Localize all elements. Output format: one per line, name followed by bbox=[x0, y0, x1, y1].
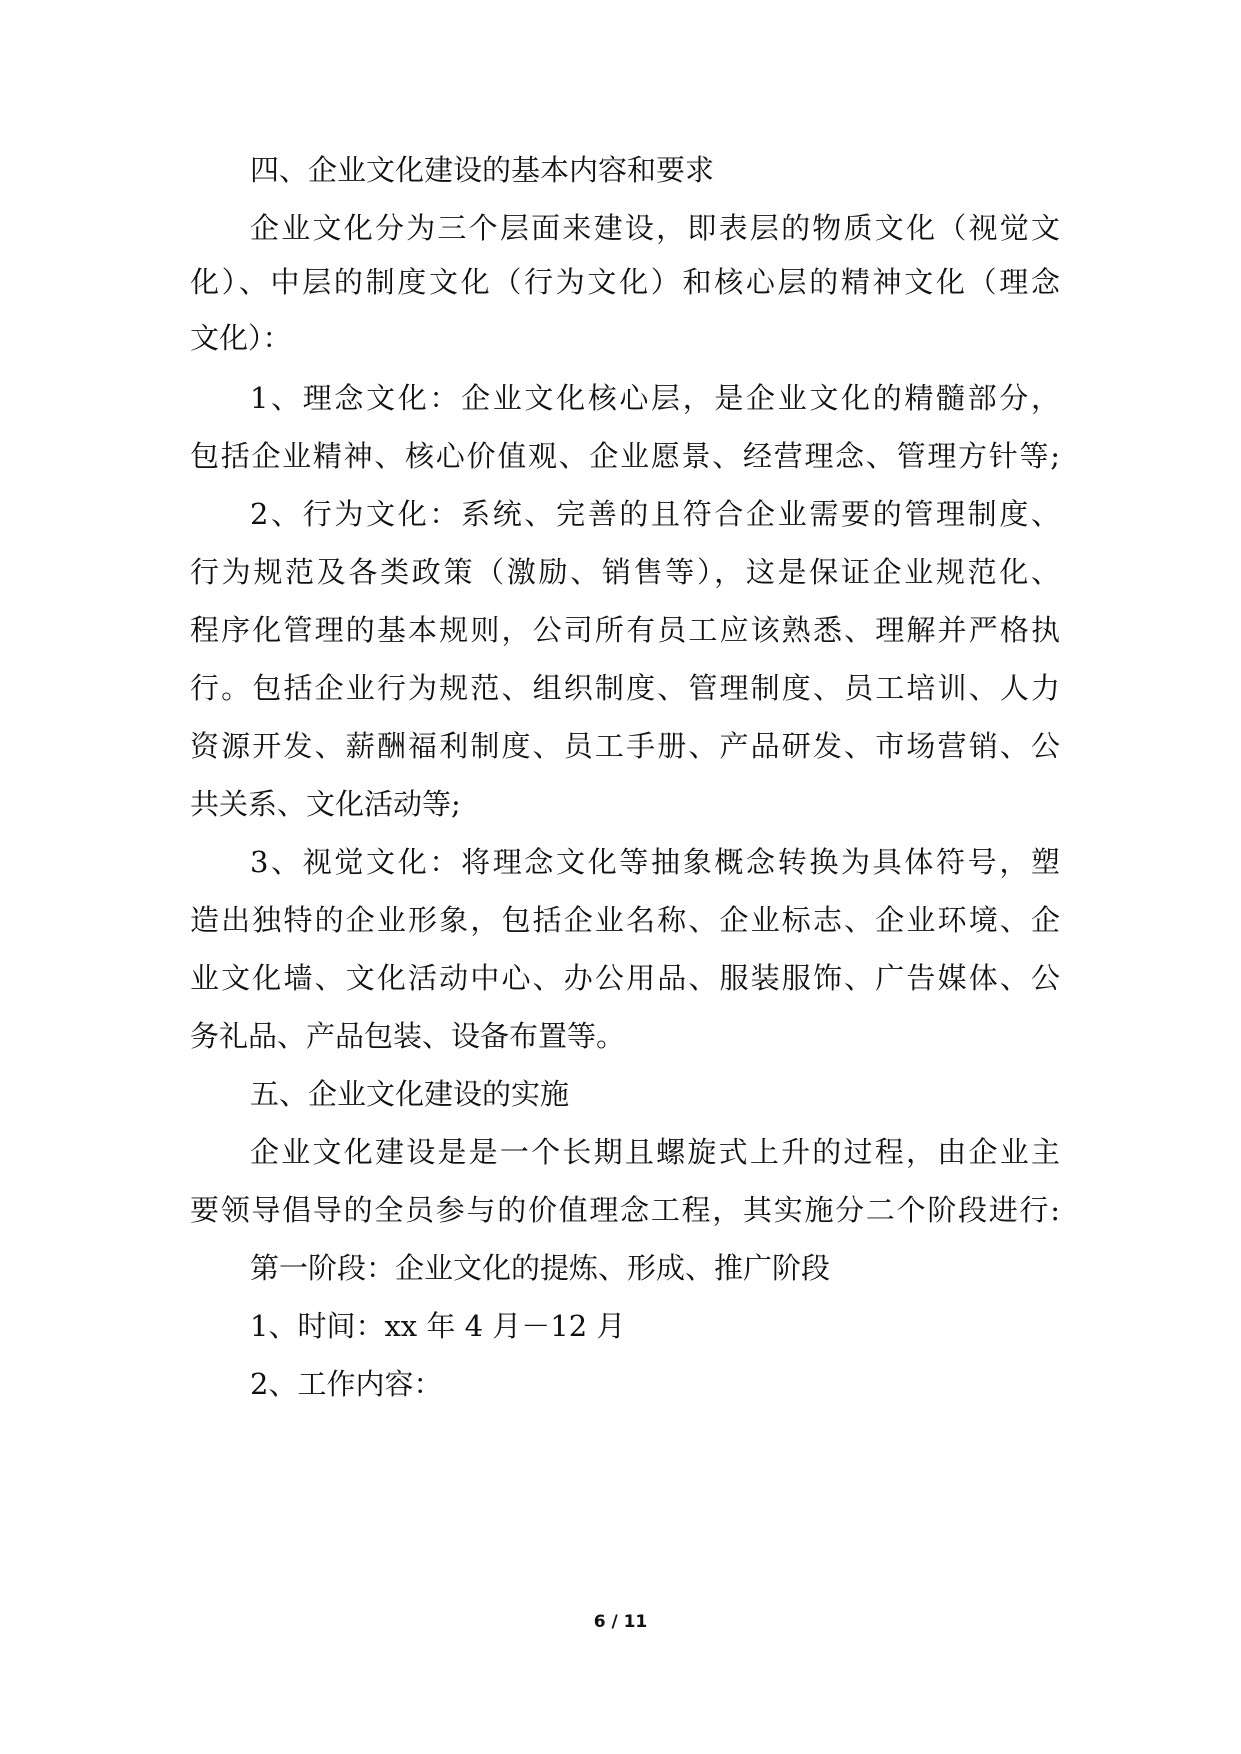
paragraph-line: 2、行为文化：系统、完善的且符合企业需要的管理制度、 bbox=[250, 497, 1060, 531]
paragraph-line: 企业文化建设是是一个长期且螺旋式上升的过程，由企业主 bbox=[250, 1135, 1060, 1169]
paragraph-line: 要领导倡导的全员参与的价值理念工程，其实施分二个阶段进行: bbox=[190, 1193, 1060, 1227]
section-heading-4: 四、企业文化建设的基本内容和要求 bbox=[250, 153, 715, 187]
paragraph-line: 行为规范及各类政策（激励、销售等），这是保证企业规范化、 bbox=[190, 555, 1060, 589]
paragraph-line: 资源开发、薪酬福利制度、员工手册、产品研发、市场营销、公 bbox=[190, 729, 1060, 763]
time-line: 1、时间：xx 年 4 月－12 月 bbox=[250, 1309, 626, 1343]
paragraph-line: 务礼品、产品包装、设备布置等。 bbox=[190, 1019, 626, 1053]
paragraph-line: 程序化管理的基本规则，公司所有员工应该熟悉、理解并严格执 bbox=[190, 613, 1060, 647]
paragraph-line: 化）、中层的制度文化（行为文化）和核心层的精神文化（理念 bbox=[190, 265, 1060, 299]
paragraph-line: 造出独特的企业形象，包括企业名称、企业标志、企业环境、企 bbox=[190, 903, 1060, 937]
paragraph-line: 3、视觉文化：将理念文化等抽象概念转换为具体符号，塑 bbox=[250, 845, 1060, 879]
paragraph-line: 1、理念文化：企业文化核心层，是企业文化的精髓部分， bbox=[250, 381, 1060, 415]
section-heading-5: 五、企业文化建设的实施 bbox=[250, 1077, 570, 1111]
page-number: 6 / 11 bbox=[593, 1612, 648, 1632]
paragraph-line: 业文化墙、文化活动中心、办公用品、服装服饰、广告媒体、公 bbox=[190, 961, 1060, 995]
paragraph-line: 包括企业精神、核心价值观、企业愿景、经营理念、管理方针等; bbox=[190, 439, 1060, 473]
paragraph-line: 共关系、文化活动等; bbox=[190, 787, 461, 821]
paragraph-line: 企业文化分为三个层面来建设，即表层的物质文化（视觉文 bbox=[250, 211, 1060, 245]
work-content-line: 2、工作内容： bbox=[250, 1367, 443, 1401]
paragraph-line: 文化）： bbox=[190, 321, 292, 355]
paragraph-line: 行。包括企业行为规范、组织制度、管理制度、员工培训、人力 bbox=[190, 671, 1060, 705]
stage-heading: 第一阶段：企业文化的提炼、形成、推广阶段 bbox=[250, 1251, 831, 1285]
